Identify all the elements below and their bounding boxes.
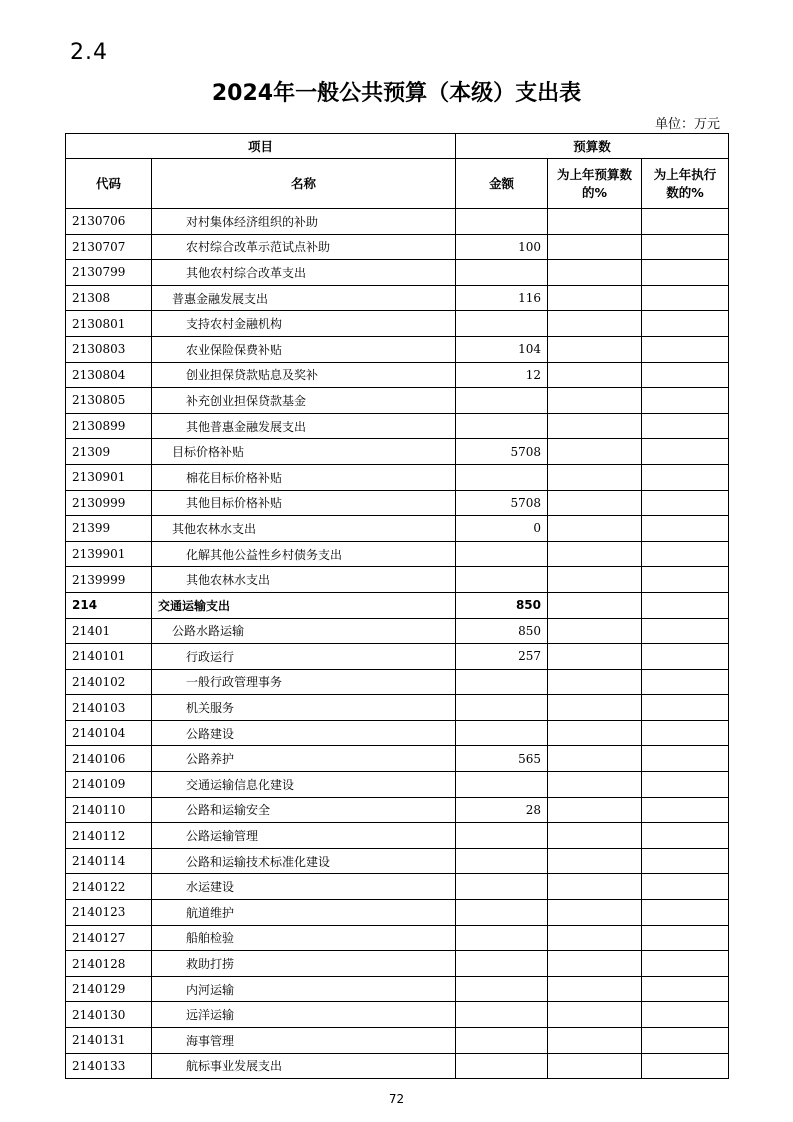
pct-prev-budget-cell: [548, 464, 642, 490]
table-row: [66, 669, 729, 695]
pct-prev-budget-cell: [548, 772, 642, 798]
pct-prev-budget-cell: [548, 1053, 642, 1079]
pct-prev-exec-cell: [642, 592, 729, 618]
pct-prev-budget-cell: [548, 976, 642, 1002]
pct-prev-budget-cell: [548, 516, 642, 542]
code-cell: 2140103: [66, 695, 152, 721]
table-row: [66, 464, 729, 490]
pct-prev-budget-cell: [548, 567, 642, 593]
code-cell: 2130706: [66, 209, 152, 235]
amount-cell: 116: [456, 285, 548, 311]
pct-prev-budget-cell: [548, 797, 642, 823]
name-cell: 船舶检验: [152, 925, 456, 951]
name-cell: 水运建设: [152, 874, 456, 900]
table-row: [66, 746, 729, 772]
name-cell: 公路建设: [152, 720, 456, 746]
pct-prev-exec-cell: [642, 311, 729, 337]
header-pct-prev-exec: 为上年执行数的%: [642, 159, 729, 209]
pct-prev-exec-cell: [642, 362, 729, 388]
header-budget: 预算数: [456, 134, 729, 159]
table-row: [66, 336, 729, 362]
pct-prev-budget-cell: [548, 234, 642, 260]
amount-cell: [456, 772, 548, 798]
name-cell: 远洋运输: [152, 1002, 456, 1028]
name-cell: 支持农村金融机构: [152, 311, 456, 337]
amount-cell: [456, 567, 548, 593]
table-row: [66, 976, 729, 1002]
table-row: [66, 618, 729, 644]
pct-prev-budget-cell: [548, 439, 642, 465]
name-cell: 公路运输管理: [152, 823, 456, 849]
name-cell: 一般行政管理事务: [152, 669, 456, 695]
pct-prev-exec-cell: [642, 413, 729, 439]
pct-prev-budget-cell: [548, 900, 642, 926]
amount-cell: [456, 388, 548, 414]
pct-prev-budget-cell: [548, 618, 642, 644]
table-row: [66, 1002, 729, 1028]
name-cell: 农业保险保费补贴: [152, 336, 456, 362]
pct-prev-budget-cell: [548, 388, 642, 414]
code-cell: 2130899: [66, 413, 152, 439]
amount-cell: [456, 209, 548, 235]
pct-prev-exec-cell: [642, 772, 729, 798]
amount-cell: [456, 720, 548, 746]
pct-prev-exec-cell: [642, 746, 729, 772]
amount-cell: [456, 823, 548, 849]
code-cell: 2130999: [66, 490, 152, 516]
name-cell: 棉花目标价格补贴: [152, 464, 456, 490]
code-cell: 2130805: [66, 388, 152, 414]
name-cell: 救助打捞: [152, 951, 456, 977]
pct-prev-budget-cell: [548, 951, 642, 977]
page-number: 72: [388, 1092, 405, 1106]
pct-prev-exec-cell: [642, 209, 729, 235]
pct-prev-budget-cell: [548, 311, 642, 337]
name-cell: 其他农村综合改革支出: [152, 260, 456, 286]
code-cell: 2140131: [66, 1028, 152, 1054]
code-cell: 21401: [66, 618, 152, 644]
amount-cell: [456, 848, 548, 874]
table-row: [66, 823, 729, 849]
pct-prev-budget-cell: [548, 413, 642, 439]
code-cell: 2130799: [66, 260, 152, 286]
amount-cell: [456, 669, 548, 695]
table-row: [66, 490, 729, 516]
name-cell: 行政运行: [152, 644, 456, 670]
name-cell: 航标事业发展支出: [152, 1053, 456, 1079]
code-cell: 2140110: [66, 797, 152, 823]
pct-prev-budget-cell: [548, 669, 642, 695]
code-cell: 2130803: [66, 336, 152, 362]
name-cell: 交通运输信息化建设: [152, 772, 456, 798]
pct-prev-exec-cell: [642, 823, 729, 849]
code-cell: 21399: [66, 516, 152, 542]
table-row: [66, 567, 729, 593]
amount-cell: 565: [456, 746, 548, 772]
header-code: 代码: [66, 159, 152, 209]
unit-label: 单位：万元: [654, 117, 720, 132]
code-cell: 2140122: [66, 874, 152, 900]
pct-prev-exec-cell: [642, 925, 729, 951]
amount-cell: [456, 1053, 548, 1079]
table-row: [66, 285, 729, 311]
amount-cell: 12: [456, 362, 548, 388]
amount-cell: [456, 951, 548, 977]
table-row: [66, 516, 729, 542]
amount-cell: [456, 1028, 548, 1054]
pct-prev-budget-cell: [548, 925, 642, 951]
name-cell: 其他农林水支出: [152, 567, 456, 593]
name-cell: 其他目标价格补贴: [152, 490, 456, 516]
amount-cell: 850: [456, 592, 548, 618]
amount-cell: 0: [456, 516, 548, 542]
name-cell: 其他农林水支出: [152, 516, 456, 542]
code-cell: 2140130: [66, 1002, 152, 1028]
pct-prev-exec-cell: [642, 1002, 729, 1028]
table-row: [66, 234, 729, 260]
name-cell: 目标价格补贴: [152, 439, 456, 465]
amount-cell: [456, 874, 548, 900]
pct-prev-exec-cell: [642, 516, 729, 542]
header-pct-prev-budget: 为上年预算数的%: [548, 159, 642, 209]
table-row: [66, 1053, 729, 1079]
amount-cell: 5708: [456, 490, 548, 516]
amount-cell: [456, 925, 548, 951]
code-cell: 2130804: [66, 362, 152, 388]
pct-prev-exec-cell: [642, 976, 729, 1002]
table-row: [66, 900, 729, 926]
table-row: [66, 311, 729, 337]
name-cell: 机关服务: [152, 695, 456, 721]
header-item: 项目: [66, 134, 456, 159]
table-row: [66, 848, 729, 874]
pct-prev-exec-cell: [642, 567, 729, 593]
amount-cell: [456, 541, 548, 567]
name-cell: 对村集体经济组织的补助: [152, 209, 456, 235]
pct-prev-budget-cell: [548, 362, 642, 388]
table-row: [66, 951, 729, 977]
name-cell: 农村综合改革示范试点补助: [152, 234, 456, 260]
code-cell: 2140102: [66, 669, 152, 695]
amount-cell: [456, 976, 548, 1002]
pct-prev-exec-cell: [642, 669, 729, 695]
amount-cell: 100: [456, 234, 548, 260]
code-cell: 21309: [66, 439, 152, 465]
pct-prev-budget-cell: [548, 209, 642, 235]
code-cell: 2140112: [66, 823, 152, 849]
amount-cell: [456, 413, 548, 439]
name-cell: 公路养护: [152, 746, 456, 772]
code-cell: 214: [66, 592, 152, 618]
pct-prev-exec-cell: [642, 1028, 729, 1054]
code-cell: 2140109: [66, 772, 152, 798]
table-row: [66, 1028, 729, 1054]
page-title: 2024年一般公共预算（本级）支出表: [211, 81, 582, 106]
pct-prev-exec-cell: [642, 464, 729, 490]
amount-cell: 257: [456, 644, 548, 670]
code-cell: 2139999: [66, 567, 152, 593]
code-cell: 2140128: [66, 951, 152, 977]
pct-prev-exec-cell: [642, 541, 729, 567]
amount-cell: 5708: [456, 439, 548, 465]
amount-cell: [456, 464, 548, 490]
name-cell: 化解其他公益性乡村债务支出: [152, 541, 456, 567]
pct-prev-exec-cell: [642, 388, 729, 414]
name-cell: 航道维护: [152, 900, 456, 926]
name-cell: 公路和运输技术标准化建设: [152, 848, 456, 874]
table-row: [66, 644, 729, 670]
code-cell: 2130901: [66, 464, 152, 490]
code-cell: 2139901: [66, 541, 152, 567]
pct-prev-exec-cell: [642, 797, 729, 823]
name-cell: 公路和运输安全: [152, 797, 456, 823]
pct-prev-budget-cell: [548, 1028, 642, 1054]
code-cell: 2140104: [66, 720, 152, 746]
pct-prev-budget-cell: [548, 823, 642, 849]
table-row: [66, 362, 729, 388]
amount-cell: [456, 695, 548, 721]
name-cell: 创业担保贷款贴息及奖补: [152, 362, 456, 388]
name-cell: 海事管理: [152, 1028, 456, 1054]
code-cell: 2130707: [66, 234, 152, 260]
pct-prev-exec-cell: [642, 951, 729, 977]
table-row: [66, 439, 729, 465]
pct-prev-exec-cell: [642, 439, 729, 465]
pct-prev-budget-cell: [548, 848, 642, 874]
amount-cell: [456, 1002, 548, 1028]
table-row: [66, 720, 729, 746]
pct-prev-budget-cell: [548, 695, 642, 721]
table-body: [66, 209, 729, 1079]
pct-prev-budget-cell: [548, 1002, 642, 1028]
pct-prev-budget-cell: [548, 336, 642, 362]
amount-cell: [456, 260, 548, 286]
code-cell: 2140101: [66, 644, 152, 670]
code-cell: 2140127: [66, 925, 152, 951]
amount-cell: 850: [456, 618, 548, 644]
name-cell: 内河运输: [152, 976, 456, 1002]
table-row: [66, 874, 729, 900]
amount-cell: 104: [456, 336, 548, 362]
budget-table: [65, 133, 729, 1079]
code-cell: 2140114: [66, 848, 152, 874]
name-cell: 普惠金融发展支出: [152, 285, 456, 311]
code-cell: 2130801: [66, 311, 152, 337]
section-number: 2.4: [70, 40, 108, 65]
code-cell: 2140129: [66, 976, 152, 1002]
code-cell: 2140123: [66, 900, 152, 926]
pct-prev-budget-cell: [548, 746, 642, 772]
pct-prev-exec-cell: [642, 720, 729, 746]
table-row: [66, 797, 729, 823]
table-row: [66, 413, 729, 439]
amount-cell: 28: [456, 797, 548, 823]
pct-prev-exec-cell: [642, 618, 729, 644]
table-row: [66, 541, 729, 567]
name-cell: 其他普惠金融发展支出: [152, 413, 456, 439]
pct-prev-budget-cell: [548, 874, 642, 900]
code-cell: 2140106: [66, 746, 152, 772]
name-cell: 交通运输支出: [152, 592, 456, 618]
pct-prev-budget-cell: [548, 592, 642, 618]
pct-prev-exec-cell: [642, 490, 729, 516]
table-row: [66, 695, 729, 721]
pct-prev-exec-cell: [642, 874, 729, 900]
table-row: [66, 925, 729, 951]
code-cell: 2140133: [66, 1053, 152, 1079]
name-cell: 公路水路运输: [152, 618, 456, 644]
pct-prev-exec-cell: [642, 848, 729, 874]
pct-prev-exec-cell: [642, 900, 729, 926]
pct-prev-budget-cell: [548, 541, 642, 567]
code-cell: 21308: [66, 285, 152, 311]
amount-cell: [456, 900, 548, 926]
pct-prev-exec-cell: [642, 336, 729, 362]
pct-prev-exec-cell: [642, 644, 729, 670]
amount-cell: [456, 311, 548, 337]
name-cell: 补充创业担保贷款基金: [152, 388, 456, 414]
table-row: [66, 209, 729, 235]
header-amount: 金额: [456, 159, 548, 209]
table-row: [66, 772, 729, 798]
pct-prev-budget-cell: [548, 720, 642, 746]
pct-prev-budget-cell: [548, 260, 642, 286]
pct-prev-exec-cell: [642, 1053, 729, 1079]
pct-prev-exec-cell: [642, 285, 729, 311]
table-row: [66, 388, 729, 414]
pct-prev-exec-cell: [642, 234, 729, 260]
header-name: 名称: [152, 159, 456, 209]
pct-prev-budget-cell: [548, 285, 642, 311]
pct-prev-exec-cell: [642, 695, 729, 721]
pct-prev-budget-cell: [548, 490, 642, 516]
table-row: [66, 592, 729, 618]
pct-prev-budget-cell: [548, 644, 642, 670]
pct-prev-exec-cell: [642, 260, 729, 286]
table-row: [66, 260, 729, 286]
